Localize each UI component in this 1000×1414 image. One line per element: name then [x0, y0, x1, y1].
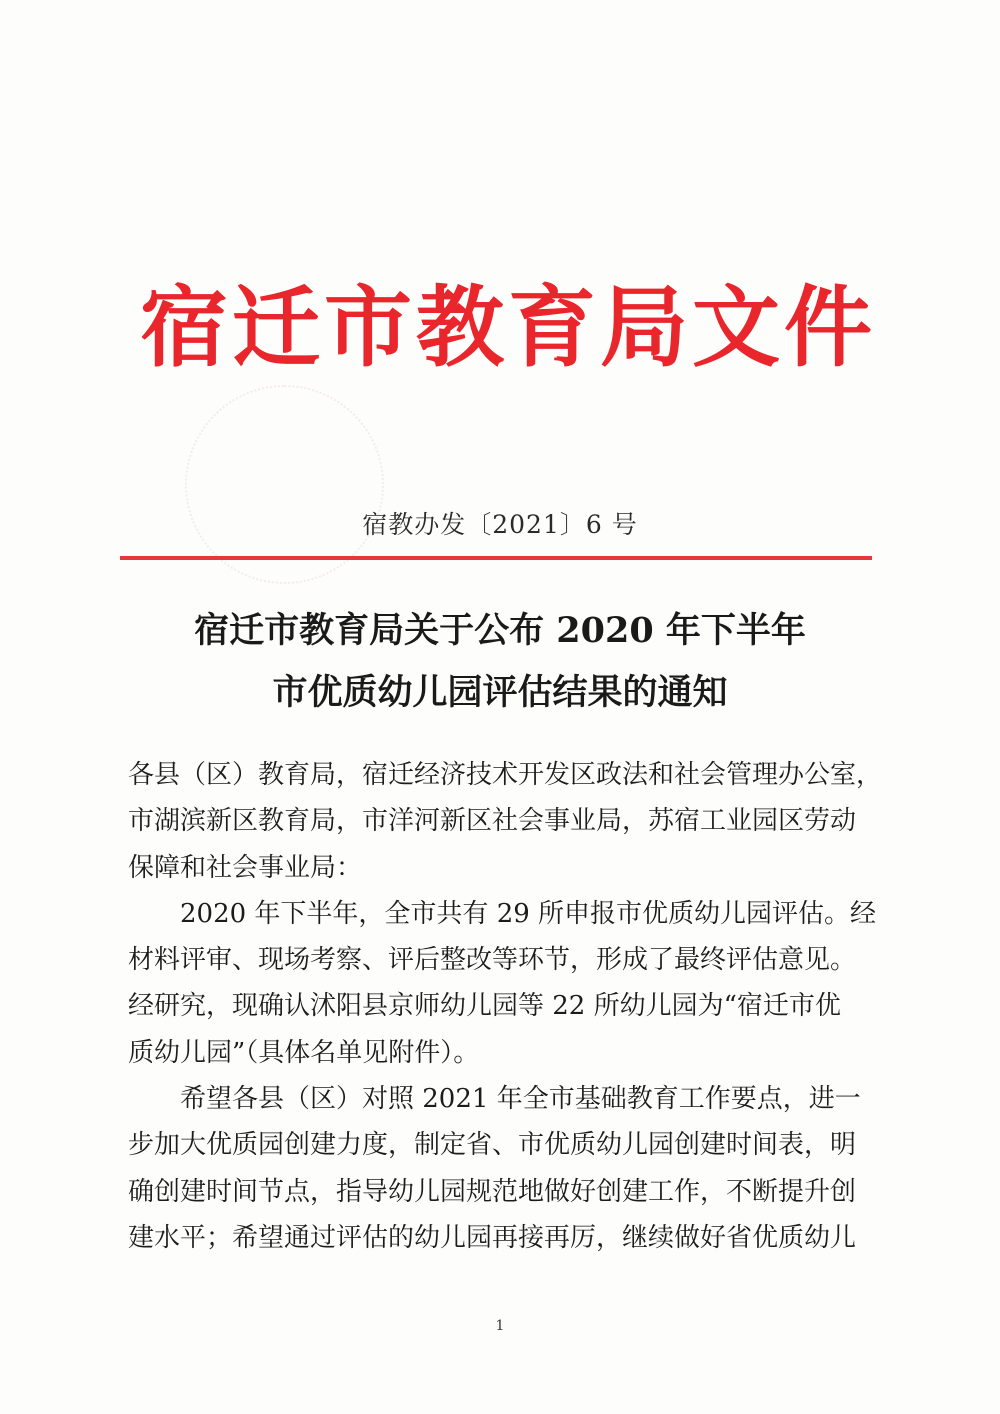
body-line: 步加大优质园创建力度，制定省、市优质幼儿园创建时间表，明 [128, 1130, 857, 1161]
body-line: 各县（区）教育局，宿迁经济技术开发区政法和社会管理办公室， [128, 760, 883, 790]
body-line: 材料评审、现场考察、评后整改等环节，形成了最终评估意见。 [128, 945, 857, 976]
document-header-title: 宿迁市教育局文件 [140, 275, 877, 379]
body-line: 2020 年下半年，全市共有 29 所申报市优质幼儿园评估。经 [180, 898, 877, 929]
body-line: 保障和社会事业局： [128, 852, 363, 883]
page-number: 1 [495, 1318, 505, 1334]
body-line: 经研究，现确认沭阳县京师幼儿园等 22 所幼儿园为“宿迁市优 [128, 991, 841, 1022]
notice-title-line-2: 市优质幼儿园评估结果的通知 [272, 672, 728, 713]
body-line: 确创建时间节点，指导幼儿园规范地做好创建工作，不断提升创 [128, 1176, 857, 1207]
notice-body [128, 752, 883, 1261]
body-line: 市湖滨新区教育局，市洋河新区社会事业局，苏宿工业园区劳动 [128, 806, 857, 837]
body-line: 建水平；希望通过评估的幼儿园再接再厉，继续做好省优质幼儿 [128, 1222, 857, 1253]
faded-seal-stamp [185, 385, 384, 584]
body-line: 希望各县（区）对照 2021 年全市基础教育工作要点，进一 [180, 1084, 861, 1115]
notice-title [0, 600, 1000, 724]
red-divider-line [120, 556, 872, 560]
body-line: 质幼儿园”（具体名单见附件）。 [128, 1037, 480, 1068]
notice-title-line-1: 宿迁市教育局关于公布 2020 年下半年 [194, 610, 806, 651]
document-number: 宿教办发〔2021〕6 号 [362, 510, 638, 539]
